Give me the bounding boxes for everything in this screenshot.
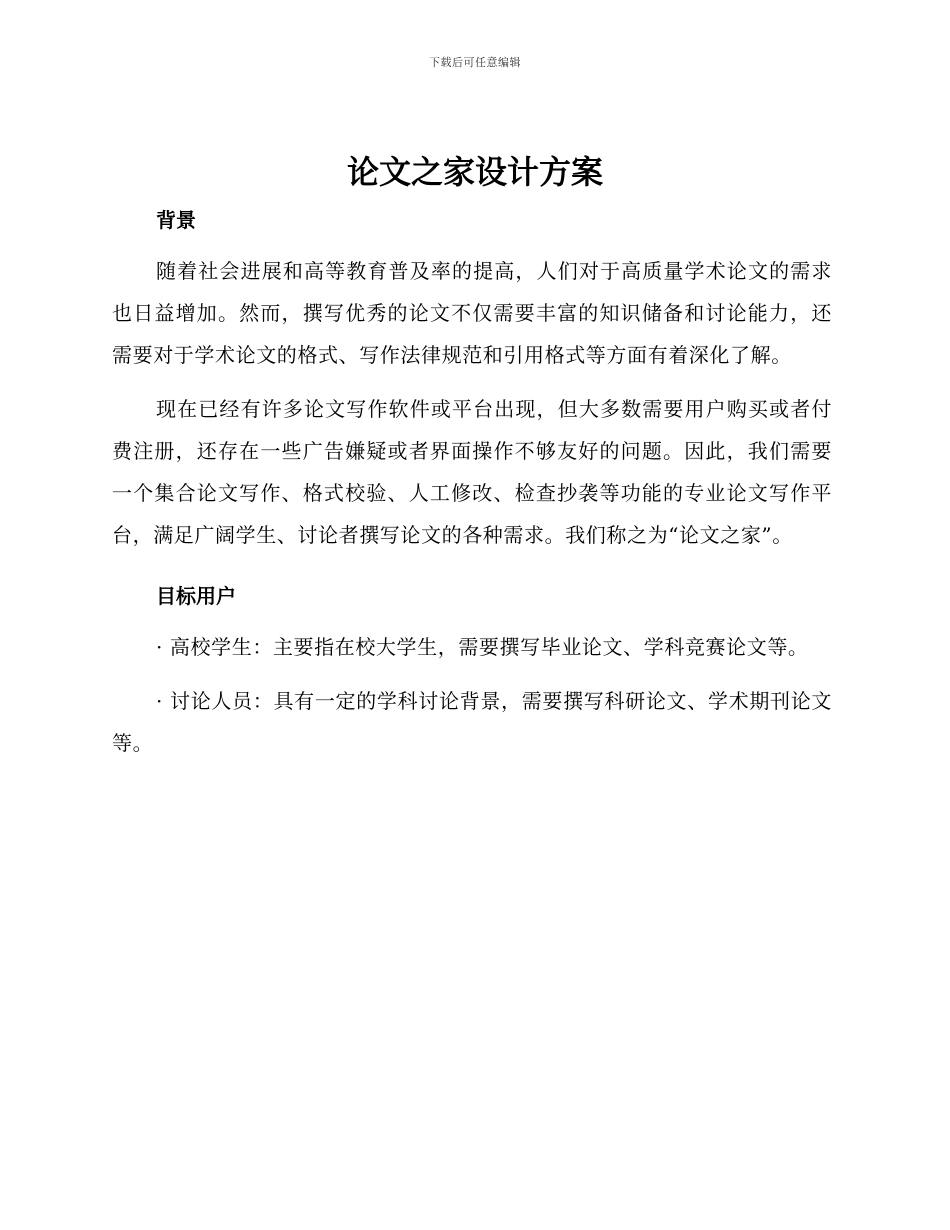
list-item-target-user: · 高校学生：主要指在校大学生，需要撰写毕业论文、学科竞赛论文等。 xyxy=(156,635,809,659)
section-background xyxy=(112,204,832,556)
document-title: 论文之家设计方案 xyxy=(346,153,603,191)
section-target-users xyxy=(112,580,832,764)
paragraph-background-2: 现在已经有许多论文写作软件或平台出现，但大多数需要用户购买或者付费注册，还存在一些广告嫌疑或者界面操作不够友好的问题。因此，我们需要一个集合论文写作、格式校验、人工修改、检查抄袭等功能的专业论文写作平台，满足广阔学生、讨论者撰写论文的各种需求。我们称之为“论文之家”。 xyxy=(112,397,832,547)
section-spacer xyxy=(112,568,832,580)
section-heading-target-users: 目标用户 xyxy=(156,584,236,608)
page-header-note: 下载后可任意编辑 xyxy=(429,56,521,69)
paragraph-background-1: 随着社会进展和高等教育普及率的提高，人们对于高质量学术论文的需求也日益增加。然而，撰写优秀的论文不仅需要丰富的知识储备和讨论能力，还需要对于学术论文的格式、写作法律规范和引用格式等方面有着深化了解。 xyxy=(112,259,832,367)
section-heading-background: 背景 xyxy=(156,208,196,232)
list-item-target-user: · 讨论人员：具有一定的学科讨论背景，需要撰写科研论文、学术期刊论文等。 xyxy=(112,689,832,755)
document-body xyxy=(112,204,832,776)
